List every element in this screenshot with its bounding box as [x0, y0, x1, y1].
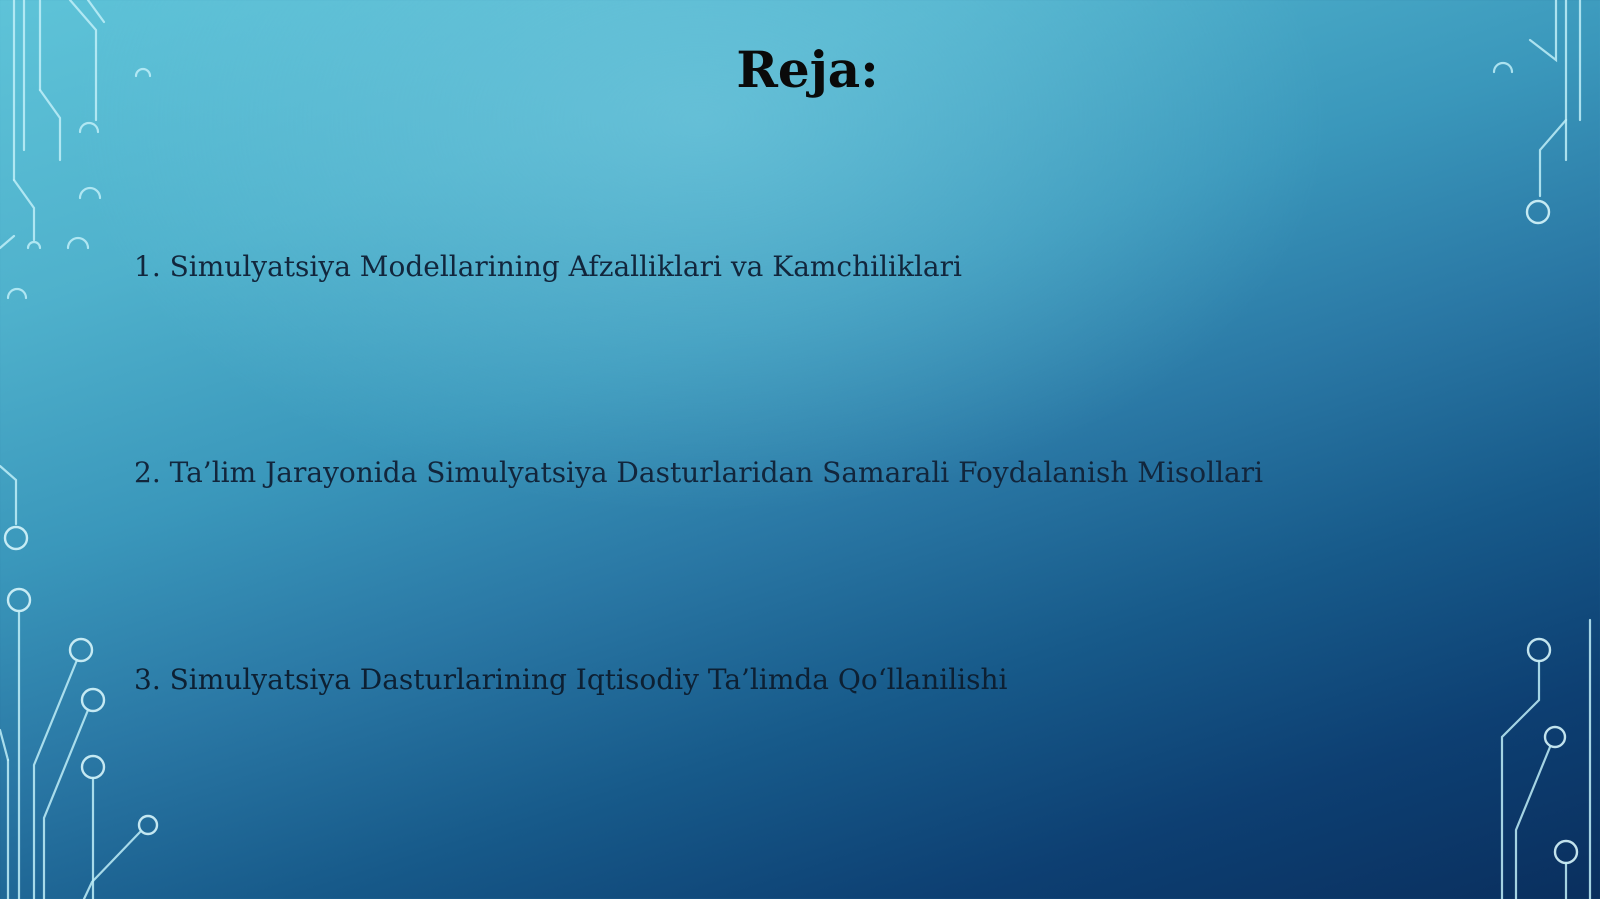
right-bottom-circuit-icon: [1502, 620, 1590, 899]
agenda-item-2: 2. Ta’lim Jarayonida Simulyatsiya Dasturlaridan Samarali Foydalanish Misollari: [134, 456, 1264, 489]
right-top-circuit-icon: [1494, 0, 1580, 223]
left-bottom-circuit-icon: [0, 589, 157, 899]
slide-title: Reja:: [736, 40, 879, 99]
agenda-item-1: 1. Simulyatsiya Modellarining Afzalliklari va Kamchiliklari: [134, 250, 962, 283]
agenda-item-3: 3. Simulyatsiya Dasturlarining Iqtisodiy Ta’limda Qo‘llanilishi: [134, 663, 1008, 696]
